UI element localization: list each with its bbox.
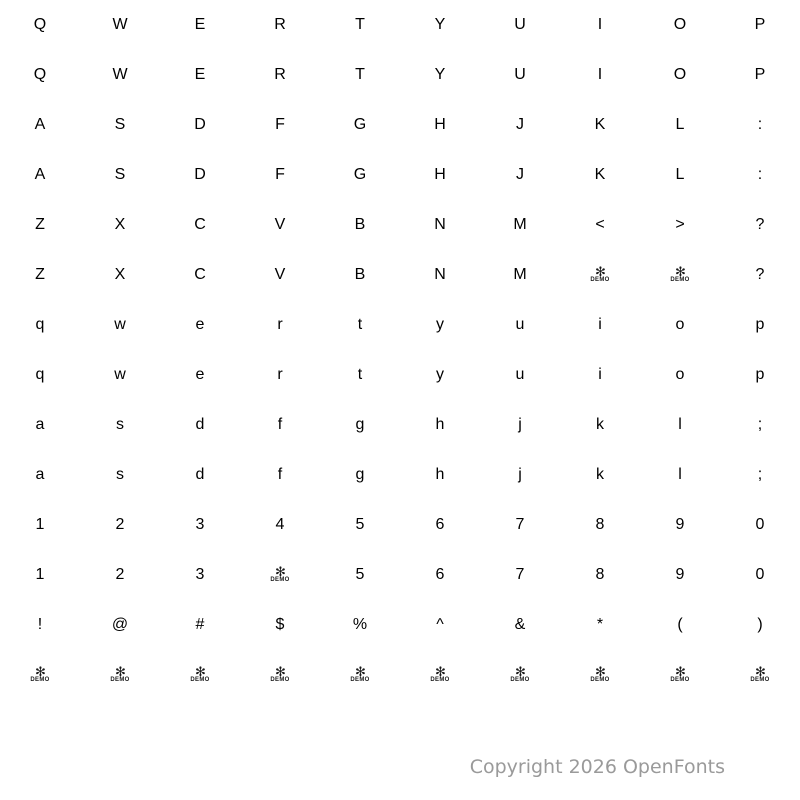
glyph-cell: & xyxy=(514,616,526,633)
demo-label: DEMO xyxy=(350,676,370,683)
demo-watermark-icon xyxy=(430,663,450,684)
glyph-cell: o xyxy=(675,366,685,383)
demo-label: DEMO xyxy=(670,276,690,283)
demo-label: DEMO xyxy=(750,676,770,683)
glyph-cell: L xyxy=(675,116,685,133)
burst-icon: ✻ xyxy=(355,663,365,679)
glyph-cell: N xyxy=(434,216,446,233)
burst-icon: ✻ xyxy=(515,663,525,679)
glyph-cell: X xyxy=(114,266,126,283)
glyph-cell: d xyxy=(195,416,205,433)
glyph-cell: h xyxy=(435,416,445,433)
glyph-cell: 6 xyxy=(435,566,445,583)
glyph-cell: i xyxy=(598,316,602,333)
glyph-cell xyxy=(400,650,480,700)
copyright-footer: Copyright 2026 OpenFonts xyxy=(469,756,725,778)
glyph-cell: p xyxy=(755,316,765,333)
glyph-cell: d xyxy=(195,466,205,483)
glyph-cell: F xyxy=(275,166,285,183)
glyph-cell: K xyxy=(594,116,606,133)
glyph-cell: K xyxy=(594,166,606,183)
burst-icon: ✻ xyxy=(675,263,685,279)
glyph-cell: C xyxy=(194,216,206,233)
demo-label: DEMO xyxy=(510,676,530,683)
demo-watermark-icon xyxy=(510,663,530,684)
demo-label: DEMO xyxy=(430,676,450,683)
glyph-cell xyxy=(640,250,720,300)
glyph-cell: S xyxy=(114,166,126,183)
glyph-cell: : xyxy=(757,166,763,183)
glyph-cell: 2 xyxy=(115,516,125,533)
glyph-cell: Q xyxy=(33,66,47,83)
glyph-cell: t xyxy=(357,316,363,333)
glyph-cell: N xyxy=(434,266,446,283)
demo-label: DEMO xyxy=(190,676,210,683)
demo-watermark-icon xyxy=(670,663,690,684)
glyph-cell: C xyxy=(194,266,206,283)
glyph-cell: 0 xyxy=(755,566,765,583)
glyph-cell: 9 xyxy=(675,566,685,583)
glyph-cell: r xyxy=(277,366,283,383)
glyph-cell: M xyxy=(513,266,527,283)
glyph-cell: # xyxy=(195,616,205,633)
glyph-cell: J xyxy=(516,166,524,183)
glyph-cell: B xyxy=(354,216,366,233)
glyph-cell: A xyxy=(34,116,46,133)
glyph-cell: q xyxy=(35,316,45,333)
burst-icon: ✻ xyxy=(595,663,605,679)
burst-icon: ✻ xyxy=(115,663,125,679)
demo-label: DEMO xyxy=(110,676,130,683)
glyph-cell: s xyxy=(116,416,124,433)
glyph-cell: Y xyxy=(434,66,446,83)
glyph-cell: f xyxy=(277,416,283,433)
glyph-cell: W xyxy=(112,66,128,83)
glyph-cell: e xyxy=(195,366,205,383)
glyph-cell: W xyxy=(112,16,128,33)
glyph-cell: S xyxy=(114,116,126,133)
demo-label: DEMO xyxy=(590,676,610,683)
glyph-cell: E xyxy=(194,66,206,83)
glyph-cell: < xyxy=(595,216,605,233)
glyph-cell: j xyxy=(518,416,522,433)
glyph-cell: 5 xyxy=(355,566,365,583)
glyph-cell: 7 xyxy=(515,566,525,583)
glyph-cell: ( xyxy=(677,616,683,633)
glyph-cell: u xyxy=(515,366,525,383)
glyph-cell: w xyxy=(114,366,126,383)
glyph-cell: 8 xyxy=(595,566,605,583)
glyph-cell: u xyxy=(515,316,525,333)
glyph-cell: U xyxy=(514,66,526,83)
glyph-cell: Q xyxy=(33,16,47,33)
burst-icon: ✻ xyxy=(435,663,445,679)
demo-watermark-icon xyxy=(30,663,50,684)
glyph-cell: l xyxy=(678,416,682,433)
glyph-cell: l xyxy=(678,466,682,483)
glyph-cell: A xyxy=(34,166,46,183)
glyph-cell: D xyxy=(194,166,206,183)
glyph-cell: F xyxy=(275,116,285,133)
glyph-cell: 8 xyxy=(595,516,605,533)
glyph-cell: 1 xyxy=(35,516,45,533)
glyph-cell: % xyxy=(352,616,368,633)
glyph-cell: R xyxy=(274,16,286,33)
glyph-cell: ) xyxy=(757,616,763,633)
demo-watermark-icon xyxy=(190,663,210,684)
demo-label: DEMO xyxy=(670,676,690,683)
glyph-cell xyxy=(0,650,80,700)
glyph-cell: T xyxy=(355,16,365,33)
glyph-cell: Z xyxy=(35,266,45,283)
glyph-cell: g xyxy=(355,416,365,433)
glyph-cell: J xyxy=(516,116,524,133)
glyph-cell: j xyxy=(518,466,522,483)
glyph-cell: H xyxy=(434,166,446,183)
glyph-cell: M xyxy=(513,216,527,233)
glyph-cell: @ xyxy=(111,616,129,633)
glyph-cell: ^ xyxy=(436,616,444,633)
glyph-cell: O xyxy=(673,66,687,83)
glyph-cell: V xyxy=(274,216,286,233)
glyph-cell: H xyxy=(434,116,446,133)
burst-icon: ✻ xyxy=(675,663,685,679)
glyph-cell: R xyxy=(274,66,286,83)
demo-watermark-icon xyxy=(110,663,130,684)
glyph-cell: G xyxy=(353,116,367,133)
glyph-cell: q xyxy=(35,366,45,383)
glyph-cell: I xyxy=(597,16,603,33)
glyph-cell: 5 xyxy=(355,516,365,533)
glyph-cell: r xyxy=(277,316,283,333)
glyph-cell: G xyxy=(353,166,367,183)
glyph-cell: : xyxy=(757,116,763,133)
glyph-cell xyxy=(160,650,240,700)
glyph-cell: ; xyxy=(757,466,763,483)
glyph-cell: 4 xyxy=(275,516,285,533)
glyph-cell: > xyxy=(675,216,685,233)
burst-icon: ✻ xyxy=(755,663,765,679)
demo-watermark-icon xyxy=(590,263,610,284)
glyph-cell: p xyxy=(755,366,765,383)
glyph-cell: P xyxy=(754,66,766,83)
glyph-cell: V xyxy=(274,266,286,283)
glyph-cell: y xyxy=(436,316,444,333)
glyph-cell: a xyxy=(35,466,45,483)
glyph-cell: o xyxy=(675,316,685,333)
glyph-cell: Z xyxy=(35,216,45,233)
glyph-cell: e xyxy=(195,316,205,333)
burst-icon: ✻ xyxy=(35,663,45,679)
demo-watermark-icon xyxy=(670,263,690,284)
glyph-cell: ? xyxy=(755,216,765,233)
demo-watermark-icon xyxy=(350,663,370,684)
demo-watermark-icon xyxy=(750,663,770,684)
glyph-cell: B xyxy=(354,266,366,283)
glyph-cell: 6 xyxy=(435,516,445,533)
glyph-cell xyxy=(560,650,640,700)
glyph-cell: 3 xyxy=(195,516,205,533)
glyph-cell: I xyxy=(597,66,603,83)
glyph-cell: y xyxy=(436,366,444,383)
glyph-cell: k xyxy=(596,416,604,433)
demo-label: DEMO xyxy=(270,576,290,583)
glyph-cell: t xyxy=(357,366,363,383)
glyph-cell: 0 xyxy=(755,516,765,533)
glyph-cell: T xyxy=(355,66,365,83)
glyph-cell: O xyxy=(673,16,687,33)
glyph-cell: f xyxy=(277,466,283,483)
glyph-cell: ; xyxy=(757,416,763,433)
glyph-cell: Y xyxy=(434,16,446,33)
demo-label: DEMO xyxy=(30,676,50,683)
glyph-cell: g xyxy=(355,466,365,483)
demo-watermark-icon xyxy=(270,563,290,584)
burst-icon: ✻ xyxy=(275,563,285,579)
demo-label: DEMO xyxy=(590,276,610,283)
glyph-cell: P xyxy=(754,16,766,33)
glyph-cell: s xyxy=(116,466,124,483)
burst-icon: ✻ xyxy=(275,663,285,679)
glyph-cell: 1 xyxy=(35,566,45,583)
glyph-cell: a xyxy=(35,416,45,433)
demo-label: DEMO xyxy=(270,676,290,683)
glyph-cell: 7 xyxy=(515,516,525,533)
glyph-cell: ! xyxy=(37,616,43,633)
demo-watermark-icon xyxy=(590,663,610,684)
glyph-cell: $ xyxy=(275,616,285,633)
glyph-cell: h xyxy=(435,466,445,483)
demo-watermark-icon xyxy=(270,663,290,684)
glyph-cell: 2 xyxy=(115,566,125,583)
glyph-cell xyxy=(240,650,320,700)
glyph-cell: ? xyxy=(755,266,765,283)
glyph-cell: i xyxy=(598,366,602,383)
glyph-cell: X xyxy=(114,216,126,233)
glyph-cell: 9 xyxy=(675,516,685,533)
glyph-cell: L xyxy=(675,166,685,183)
burst-icon: ✻ xyxy=(195,663,205,679)
glyph-cell xyxy=(640,650,720,700)
glyph-cell xyxy=(320,650,400,700)
glyph-cell: 3 xyxy=(195,566,205,583)
glyph-cell: U xyxy=(514,16,526,33)
glyph-cell: D xyxy=(194,116,206,133)
glyph-cell xyxy=(560,250,640,300)
glyph-cell: E xyxy=(194,16,206,33)
glyph-cell: w xyxy=(114,316,126,333)
glyph-cell xyxy=(80,650,160,700)
glyph-cell xyxy=(240,550,320,600)
burst-icon: ✻ xyxy=(595,263,605,279)
glyph-cell xyxy=(480,650,560,700)
glyph-cell: k xyxy=(596,466,604,483)
glyph-cell xyxy=(720,650,800,700)
glyph-cell: * xyxy=(596,616,604,633)
